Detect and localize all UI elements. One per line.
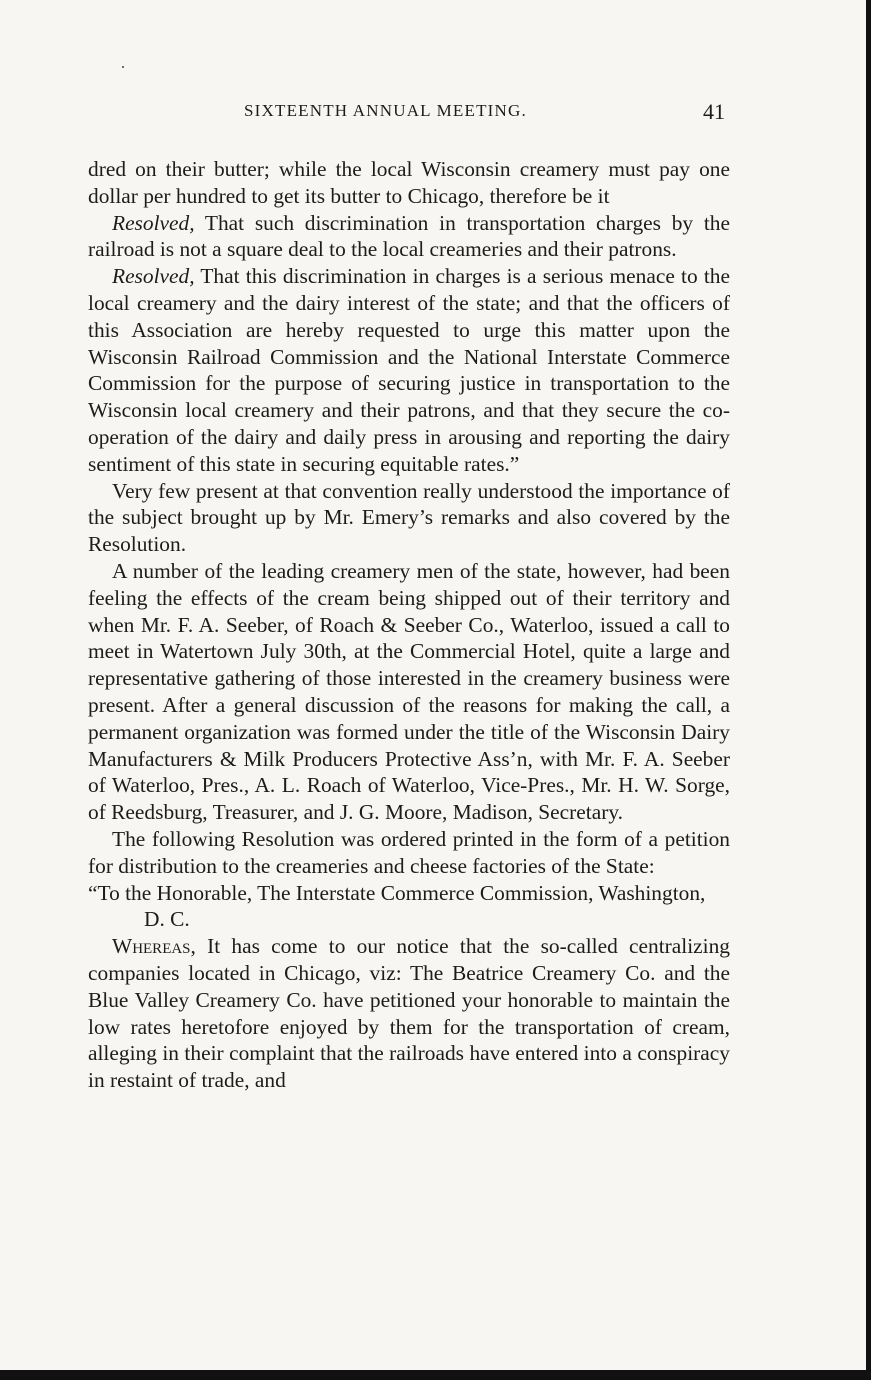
- paragraph-organization: [88, 558, 730, 826]
- paragraph-text: It has come to our notice that the so-called centralizing companies located in Chicago, viz: The Beatrice Creamery Co. and the Blue Valley Creamery Co. have petitioned your honorable to maintain the low rates heretofore enjoyed by them for the transportation of cream, alleging in their complaint that the railroads have entered into a conspiracy in restaint of trade, and: [88, 934, 730, 1093]
- paragraph-resolved-1: [88, 210, 730, 264]
- running-head: SIXTEENTH ANNUAL MEETING.: [244, 101, 527, 120]
- scan-edge-right: [866, 0, 871, 1380]
- resolved-lead: Resolved,: [112, 264, 195, 289]
- paragraph-whereas: [88, 933, 730, 1094]
- scan-speck: [122, 66, 124, 68]
- resolved-lead: Resolved,: [112, 210, 195, 235]
- paragraph-text: “To the Honorable, The Interstate Commerce Commission, Washington, D. C.: [88, 880, 706, 932]
- paragraph-text: A number of the leading creamery men of the state, however, had been feeling the effects of the cream being shipped out of their territory and when Mr. F. A. Seeber, of Roach & Seeber Co., Waterloo, issued a call to meet in Watertown July 30th, at the Commercial Hotel, quite a large and representative gathering of those interested in the creamery business were present. After a general discussion of the reasons for making the call, a permanent organization was formed under the title of the Wisconsin Dairy Manufacturers & Milk Producers Protective Ass’n, with Mr. F. A. Seeber of Waterloo, Pres., A. L. Roach of Waterloo, Vice-Pres., Mr. H. W. Sorge, of Reedsburg, Treasurer, and J. G. Moore, Madison, Secretary.: [88, 558, 730, 825]
- scan-edge-bottom: [0, 1370, 871, 1380]
- paragraph-address: [88, 880, 730, 934]
- paragraph-text: The following Resolution was ordered printed in the form of a petition for distribution to the creameries and cheese factories of the State:: [88, 826, 730, 878]
- paragraph-text: That such discrimination in transportation charges by the railroad is not a square deal to the local creameries and their patrons.: [88, 210, 730, 262]
- paragraph-text: Very few present at that convention really understood the importance of the subject brought up by Mr. Emery’s remarks and also covered by the Resolution.: [88, 478, 730, 557]
- page-header: [88, 101, 733, 131]
- page-number: 41: [703, 99, 725, 124]
- paragraph-convention: [88, 478, 730, 558]
- paragraph-petition: [88, 826, 730, 880]
- body-text: [88, 156, 730, 1094]
- paragraph-text: dred on their butter; while the local Wisconsin creamery must pay one dollar per hundred to get its butter to Chicago, therefore be it: [88, 157, 730, 208]
- paragraph-continuation: [88, 156, 730, 210]
- whereas-lead: Whereas,: [112, 934, 196, 959]
- paragraph-text: That this discrimination in charges is a serious menace to the local creamery and the dairy interest of the state; and that the officers of this Association are hereby requested to urge this matter upon the Wisconsin Railroad Commission and the National Interstate Commerce Commission for the purpose of securing justice in transportation to the Wisconsin local creamery and their patrons, and that they secure the co-operation of the dairy and daily press in arousing and reporting the dairy sentiment of this state in securing equitable rates.”: [88, 264, 730, 476]
- paragraph-resolved-2: [88, 263, 730, 477]
